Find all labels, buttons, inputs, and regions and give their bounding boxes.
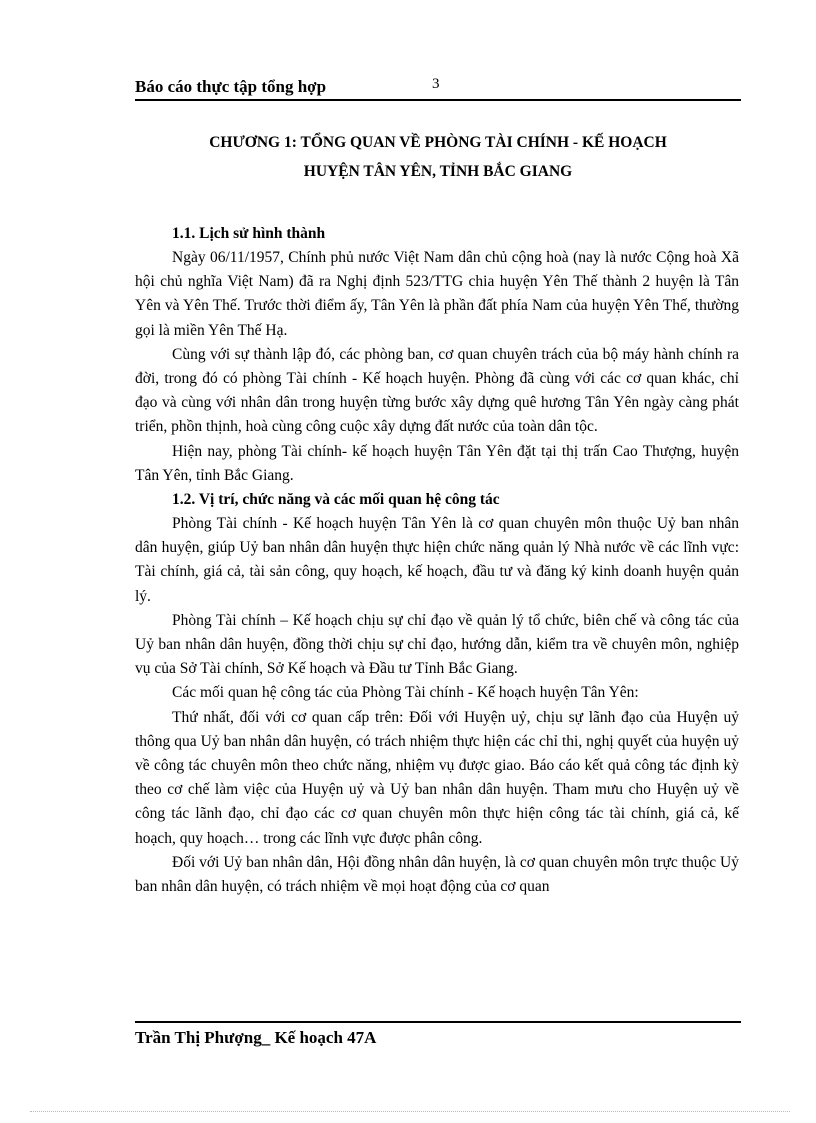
- section-heading-1-2: 1.2. Vị trí, chức năng và các mối quan hệ công tác: [172, 491, 500, 509]
- paragraph: Đối với Uỷ ban nhân dân, Hội đồng nhân dân huyện, là cơ quan chuyên môn trực thuộc Uỷ ban nhân dân huyện, có trách nhiệm về mọi hoạt động của cơ quan: [135, 853, 739, 896]
- paragraph: Phòng Tài chính – Kế hoạch chịu sự chỉ đạo về quản lý tổ chức, biên chế và công tác của Uỷ ban nhân dân huyện, đồng thời chịu sự chỉ đạo, hướng dẫn, kiểm tra về chuyên môn, nghiệp vụ của Sở Tài chính, Sở Kế hoạch và Đầu tư Tỉnh Bắc Giang.: [135, 611, 739, 678]
- paragraph: Cùng với sự thành lập đó, các phòng ban, cơ quan chuyên trách của bộ máy hành chính ra đời, trong đó có phòng Tài chính - Kế hoạch huyện. Phòng đã cùng với các cơ quan khác, chỉ đạo và cùng với nhân dân trong huyện từng bước xây dựng quê hương Tân Yên ngày càng phát triển, phồn thịnh, hoà cùng công cuộc xây dựng đất nước của toàn dân tộc.: [135, 345, 739, 436]
- section-heading-1-1: 1.1. Lịch sử hình thành: [172, 225, 326, 242]
- footer-divider: [135, 1021, 741, 1023]
- page-header: [135, 76, 741, 100]
- paragraph: Hiện nay, phòng Tài chính- kế hoạch huyện Tân Yên đặt tại thị trấn Cao Thượng, huyện Tân Yên, tỉnh Bắc Giang.: [135, 442, 739, 484]
- paragraph: Phòng Tài chính - Kế hoạch huyện Tân Yên là cơ quan chuyên môn thuộc Uỷ ban nhân dân huyện, giúp Uỷ ban nhân dân huyện thực hiện chức năng quản lý Nhà nước về các lĩnh vực: Tài chính, giá cả, tài sản công, quy hoạch, kế hoạch, đầu tư và đăng ký kinh doanh huyện quản lý.: [135, 515, 739, 605]
- page-edge-divider: [30, 1111, 790, 1112]
- chapter-title-line-2: HUYỆN TÂN YÊN, TỈNH BẮC GIANG: [303, 163, 573, 180]
- paragraph: Ngày 06/11/1957, Chính phủ nước Việt Nam dân chủ cộng hoà (nay là nước Cộng hoà Xã hội chủ nghĩa Việt Nam) đã ra Nghị định 523/TTG chia huyện Yên Thế thành 2 huyện là Tân Yên và Yên Thế. Trước thời điểm ấy, Tân Yên là phần đất phía Nam của huyện Yên Thế, thường gọi là miền Yên Thế Hạ.: [135, 249, 739, 339]
- page-number: 3: [432, 76, 440, 92]
- header-divider: [135, 99, 741, 101]
- paragraph: Thứ nhất, đối với cơ quan cấp trên: Đối với Huyện uỷ, chịu sự lãnh đạo của Huyện uỷ thông qua Uỷ ban nhân dân huyện, có trách nhiệm thực hiện các chỉ thi, nghị quyết của huyện uỷ về công tác chuyên môn theo chức năng, nhiệm vụ được giao. Báo cáo kết quả công tác định kỳ theo cơ chế làm việc của Huyện uỷ và Uỷ ban nhân dân huyện. Tham mưu cho Huyện uỷ về công tác lãnh đạo, chỉ đạo các cơ quan chuyên môn thực hiện công tác tài chính, giá cả, kế hoạch, quy hoạch… trong các lĩnh vực được phân công.: [135, 708, 739, 847]
- footer-author: Trần Thị Phượng_ Kế hoạch 47A: [135, 1028, 377, 1047]
- chapter-title-line-1: CHƯƠNG 1: TỔNG QUAN VỀ PHÒNG TÀI CHÍNH - KẾ HOẠCH: [209, 134, 667, 151]
- document-body: [135, 222, 739, 899]
- paragraph: Các mối quan hệ công tác của Phòng Tài chính - Kế hoạch huyện Tân Yên:: [172, 684, 639, 702]
- header-title: Báo cáo thực tập tổng hợp: [135, 77, 327, 96]
